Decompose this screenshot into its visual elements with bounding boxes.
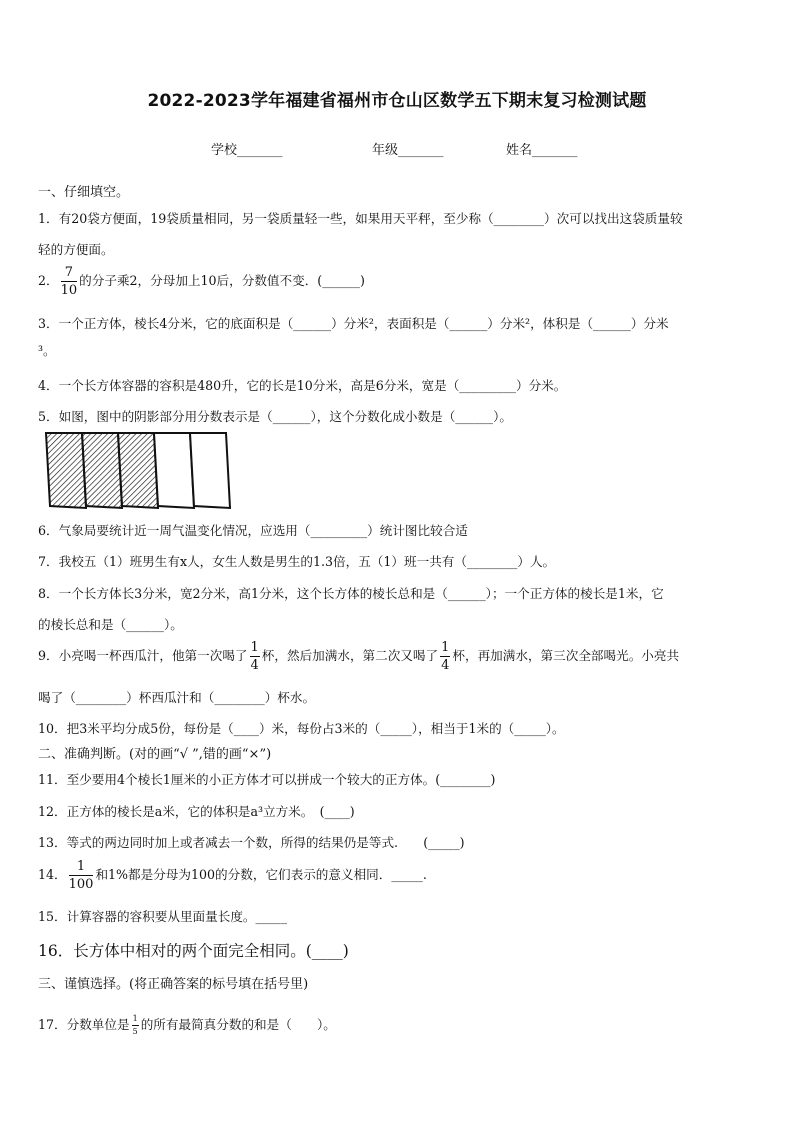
question-3-line-2: ³。 <box>38 343 56 358</box>
strip-cell-shaded <box>118 433 158 508</box>
fraction-denominator: 100 <box>68 877 94 892</box>
question-9-line-2: 喝了（________）杯西瓜汁和（________）杯水。 <box>38 690 316 705</box>
grade-label: 年级 <box>372 143 399 158</box>
school-blank: _______ <box>237 143 283 158</box>
strip-cell-shaded <box>82 433 122 508</box>
question-7: 7．我校五（1）班男生有x人，女生人数是男生的1.3倍，五（1）班一共有（________）人。 <box>38 554 556 569</box>
question-2-number: 2． <box>38 273 59 288</box>
question-3-line-1: 3．一个正方体，棱长4分米，它的底面积是（______）分米²，表面积是（______）分米²，体积是（______）分米 <box>38 316 669 331</box>
fraction-1-100 <box>69 860 94 891</box>
section-2-heading: 二、准确判断。(对的画“√ ”,错的画“×”) <box>38 747 272 762</box>
question-14-text: 和1%都是分母为100的分数，它们表示的意义相同．_____. <box>95 867 427 882</box>
question-9-part-2: 杯，然后加满水，第二次又喝了 <box>261 648 439 663</box>
question-9-line-1 <box>38 641 679 672</box>
question-14 <box>38 860 427 891</box>
fraction-1-5 <box>132 1015 139 1036</box>
fraction-numerator: 7 <box>61 266 78 282</box>
question-9-part-3: 杯，再加满水，第三次全部喝光。小亮共 <box>452 648 680 663</box>
section-3-heading: 三、谨慎选择。(将正确答案的标号填在括号里) <box>38 977 309 992</box>
grade-field <box>372 139 444 158</box>
question-1-line-1: 1．有20袋方便面，19袋质量相同，另一袋质量轻一些，如果用天平秤，至少称（________）次可以找出这袋质量较 <box>38 211 683 226</box>
question-2-text: 的分子乘2，分母加上10后，分数值不变．(______) <box>79 273 365 288</box>
question-15: 15．计算容器的容积要从里面量长度。_____ <box>38 909 288 924</box>
question-10: 10．把3米平均分成5份，每份是（____）米，每份占3米的（_____），相当于1米的（_____）。 <box>38 721 565 736</box>
fraction-denominator: 4 <box>250 658 259 673</box>
school-field <box>211 139 283 158</box>
fraction-7-10 <box>61 266 78 297</box>
fraction-numerator: 1 <box>132 1015 139 1026</box>
name-field <box>506 139 578 158</box>
question-2 <box>38 266 365 297</box>
question-17 <box>38 1014 336 1036</box>
question-8-line-2: 的棱长总和是（______）。 <box>38 617 183 632</box>
page-title: 2022-2023学年福建省福州市仓山区数学五下期末复习检测试题 <box>147 91 647 111</box>
question-4: 4．一个长方体容器的容积是480升，它的长是10分米，高是6分米，宽是（_________）分米。 <box>38 378 567 393</box>
question-13: 13．等式的两边同时加上或者减去一个数，所得的结果仍是等式. (_____) <box>38 835 465 850</box>
fraction-denominator: 10 <box>60 283 78 298</box>
grade-blank: _______ <box>398 143 444 158</box>
question-11: 11．至少要用4个棱长1厘米的小正方体才可以拼成一个较大的正方体。(________) <box>38 772 496 787</box>
question-1-line-2: 轻的方便面。 <box>38 242 114 257</box>
question-9-part-1: 9．小亮喝一杯西瓜汁，他第一次喝了 <box>38 648 248 663</box>
strip-cell-empty <box>154 433 194 508</box>
question-8-line-1: 8．一个长方体长3分米，宽2分米，高1分米，这个长方体的棱长总和是（______）；一个正方体的棱长是1米，它 <box>38 586 664 601</box>
fraction-1-4-second <box>440 641 450 672</box>
strip-cells <box>46 433 230 508</box>
question-16: 16．长方体中相对的两个面完全相同。(____) <box>38 942 349 960</box>
fraction-numerator: 1 <box>441 640 450 655</box>
fraction-numerator: 1 <box>250 640 259 655</box>
fraction-denominator: 5 <box>132 1027 138 1036</box>
section-1-heading: 一、仔细填空。 <box>38 185 130 200</box>
name-label: 姓名 <box>506 143 533 158</box>
fraction-denominator: 4 <box>441 658 450 673</box>
question-12: 12．正方体的棱长是a米，它的体积是a³立方米。 (____) <box>38 804 355 819</box>
fraction-numerator: 1 <box>69 860 94 876</box>
strip-cell-shaded <box>46 433 86 508</box>
fraction-strip-figure <box>43 430 235 512</box>
question-14-number: 14． <box>38 867 67 882</box>
name-blank: _______ <box>532 143 578 158</box>
question-5: 5．如图，图中的阴影部分用分数表示是（______），这个分数化成小数是（______）。 <box>38 409 512 424</box>
fraction-1-4-first <box>250 641 260 672</box>
school-label: 学校 <box>211 143 238 158</box>
question-17-text-2: 的所有最简真分数的和是（ ）。 <box>140 1017 336 1032</box>
strip-cell-empty <box>190 433 230 508</box>
question-17-text-1: 17．分数单位是 <box>38 1017 130 1032</box>
question-6: 6．气象局要统计近一周气温变化情况，应选用（_________）统计图比较合适 <box>38 523 468 538</box>
